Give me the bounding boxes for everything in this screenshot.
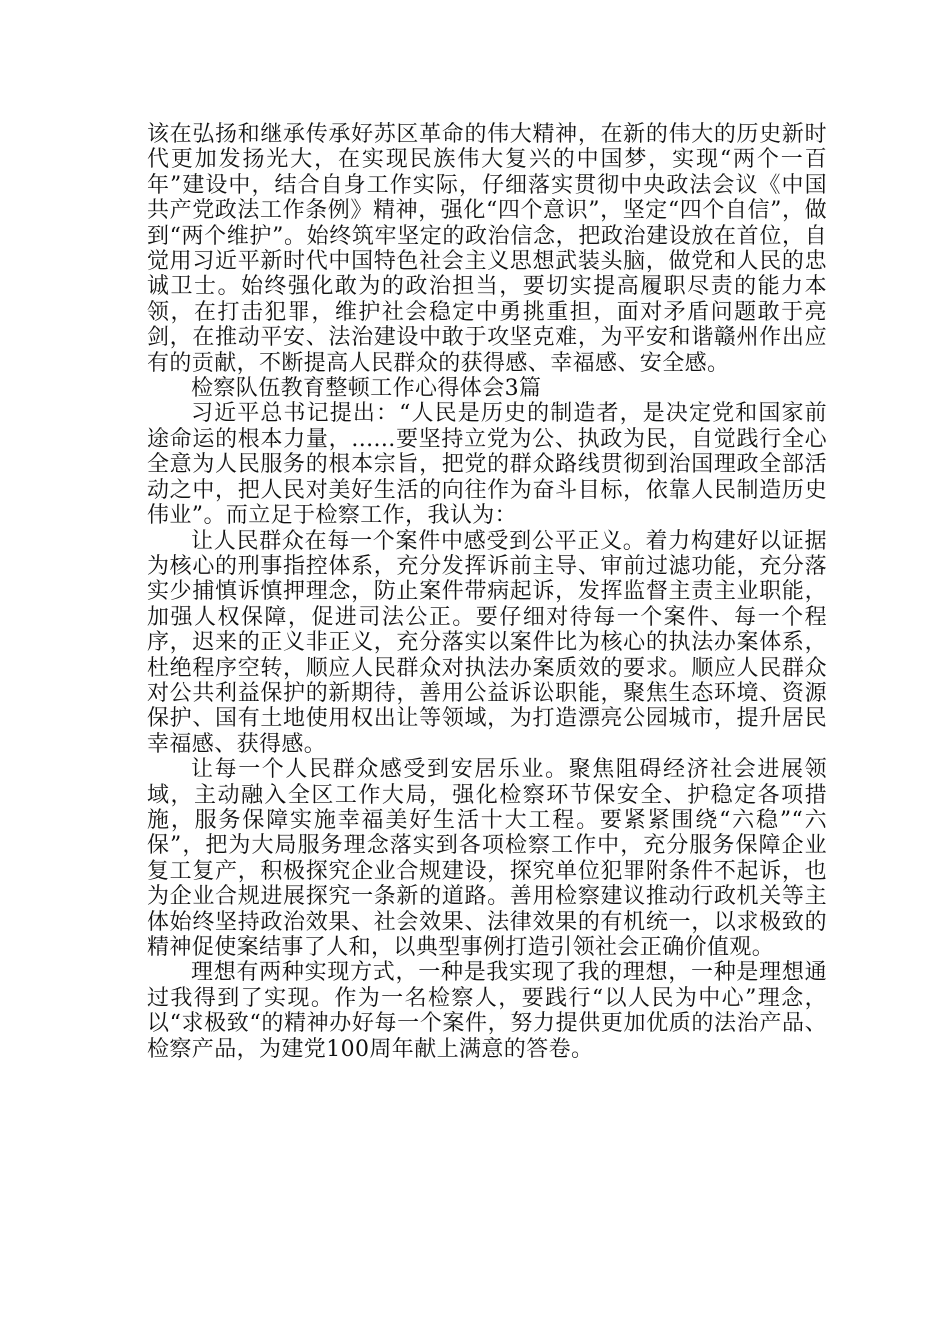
section-heading: 检察队伍教育整顿工作心得体会3篇 — [191, 376, 542, 402]
document-page — [147, 122, 827, 1062]
paragraph-ideal: 理想有两种实现方式，一种是我实现了我的理想，一种是理想通过我得到了实现。作为一名检察人，要践行“以人民为中心”理念，以“求极致“的精神办好每一个案件，努力提供更加优质的法治产品、检察产品，为建党100周年献上满意的答卷。 — [147, 960, 827, 1062]
paragraph-fairness-justice: 让人民群众在每一个案件中感受到公平正义。着力构建好以证据为核心的刑事指控体系，充分发挥诉前主导、审前过滤功能，充分落实少捕慎诉慎押理念，防止案件带病起诉，发挥监督主责主业职能，加强人权保障，促进司法公正。要仔细对待每一个案件、每一个程序，迟来的正义非正义，充分落实以案件比为核心的执法办案体系，杜绝程序空转，顺应人民群众对执法办案质效的要求。顺应人民群众对公共利益保护的新期待，善用公益诉讼职能，聚焦生态环境、资源保护、国有土地使用权出让等领域，为打造漂亮公园城市，提升居民幸福感、获得感。 — [147, 528, 827, 757]
paragraph-xi-quote: 习近平总书记提出：“人民是历史的制造者，是决定党和国家前途命运的根本力量，......要坚持立党为公、执政为民，自觉践行全心全意为人民服务的根本宗旨，把党的群众路线贯彻到治国理政全部活动之中，把人民对美好生活的向往作为奋斗目标，依靠人民制造历史伟业”。而立足于检察工作，我认为： — [147, 401, 827, 529]
paragraph-revolution-spirit: 该在弘扬和继承传承好苏区革命的伟大精神，在新的伟大的历史新时代更加发扬光大，在实现民族伟大复兴的中国梦，实现“两个一百年”建设中，结合自身工作实际，仔细落实贯彻中央政法会议《中国共产党政法工作条例》精神，强化“四个意识”，坚定“四个自信”，做到“两个维护”。始终筑牢坚定的政治信念，把政治建设放在首位，自觉用习近平新时代中国特色社会主义思想武装头脑，做党和人民的忠诚卫士。始终强化敢为的政治担当，要切实提高履职尽责的能力本领，在打击犯罪，维护社会稳定中勇挑重担，面对矛盾问题敢于亮剑，在推动平安、法治建设中敢于攻坚克难，为平安和谐赣州作出应有的贡献，不断提高人民群众的获得感、幸福感、安全感。 — [147, 122, 827, 376]
paragraph-peace-work: 让每一个人民群众感受到安居乐业。聚焦阻碍经济社会进展领域，主动融入全区工作大局，强化检察环节保安全、护稳定各项措施，服务保障实施幸福美好生活十大工程。要紧紧围绕“六稳”“六保”，把为大局服务理念落实到各项检察工作中，充分服务保障企业复工复产，积极探究企业合规建设，探究单位犯罪附条件不起诉，也为企业合规进展探究一条新的道路。善用检察建议推动行政机关等主体始终坚持政治效果、社会效果、法律效果的有机统一，以求极致的精神促使案结事了人和，以典型事例打造引领社会正确价值观。 — [147, 757, 827, 960]
